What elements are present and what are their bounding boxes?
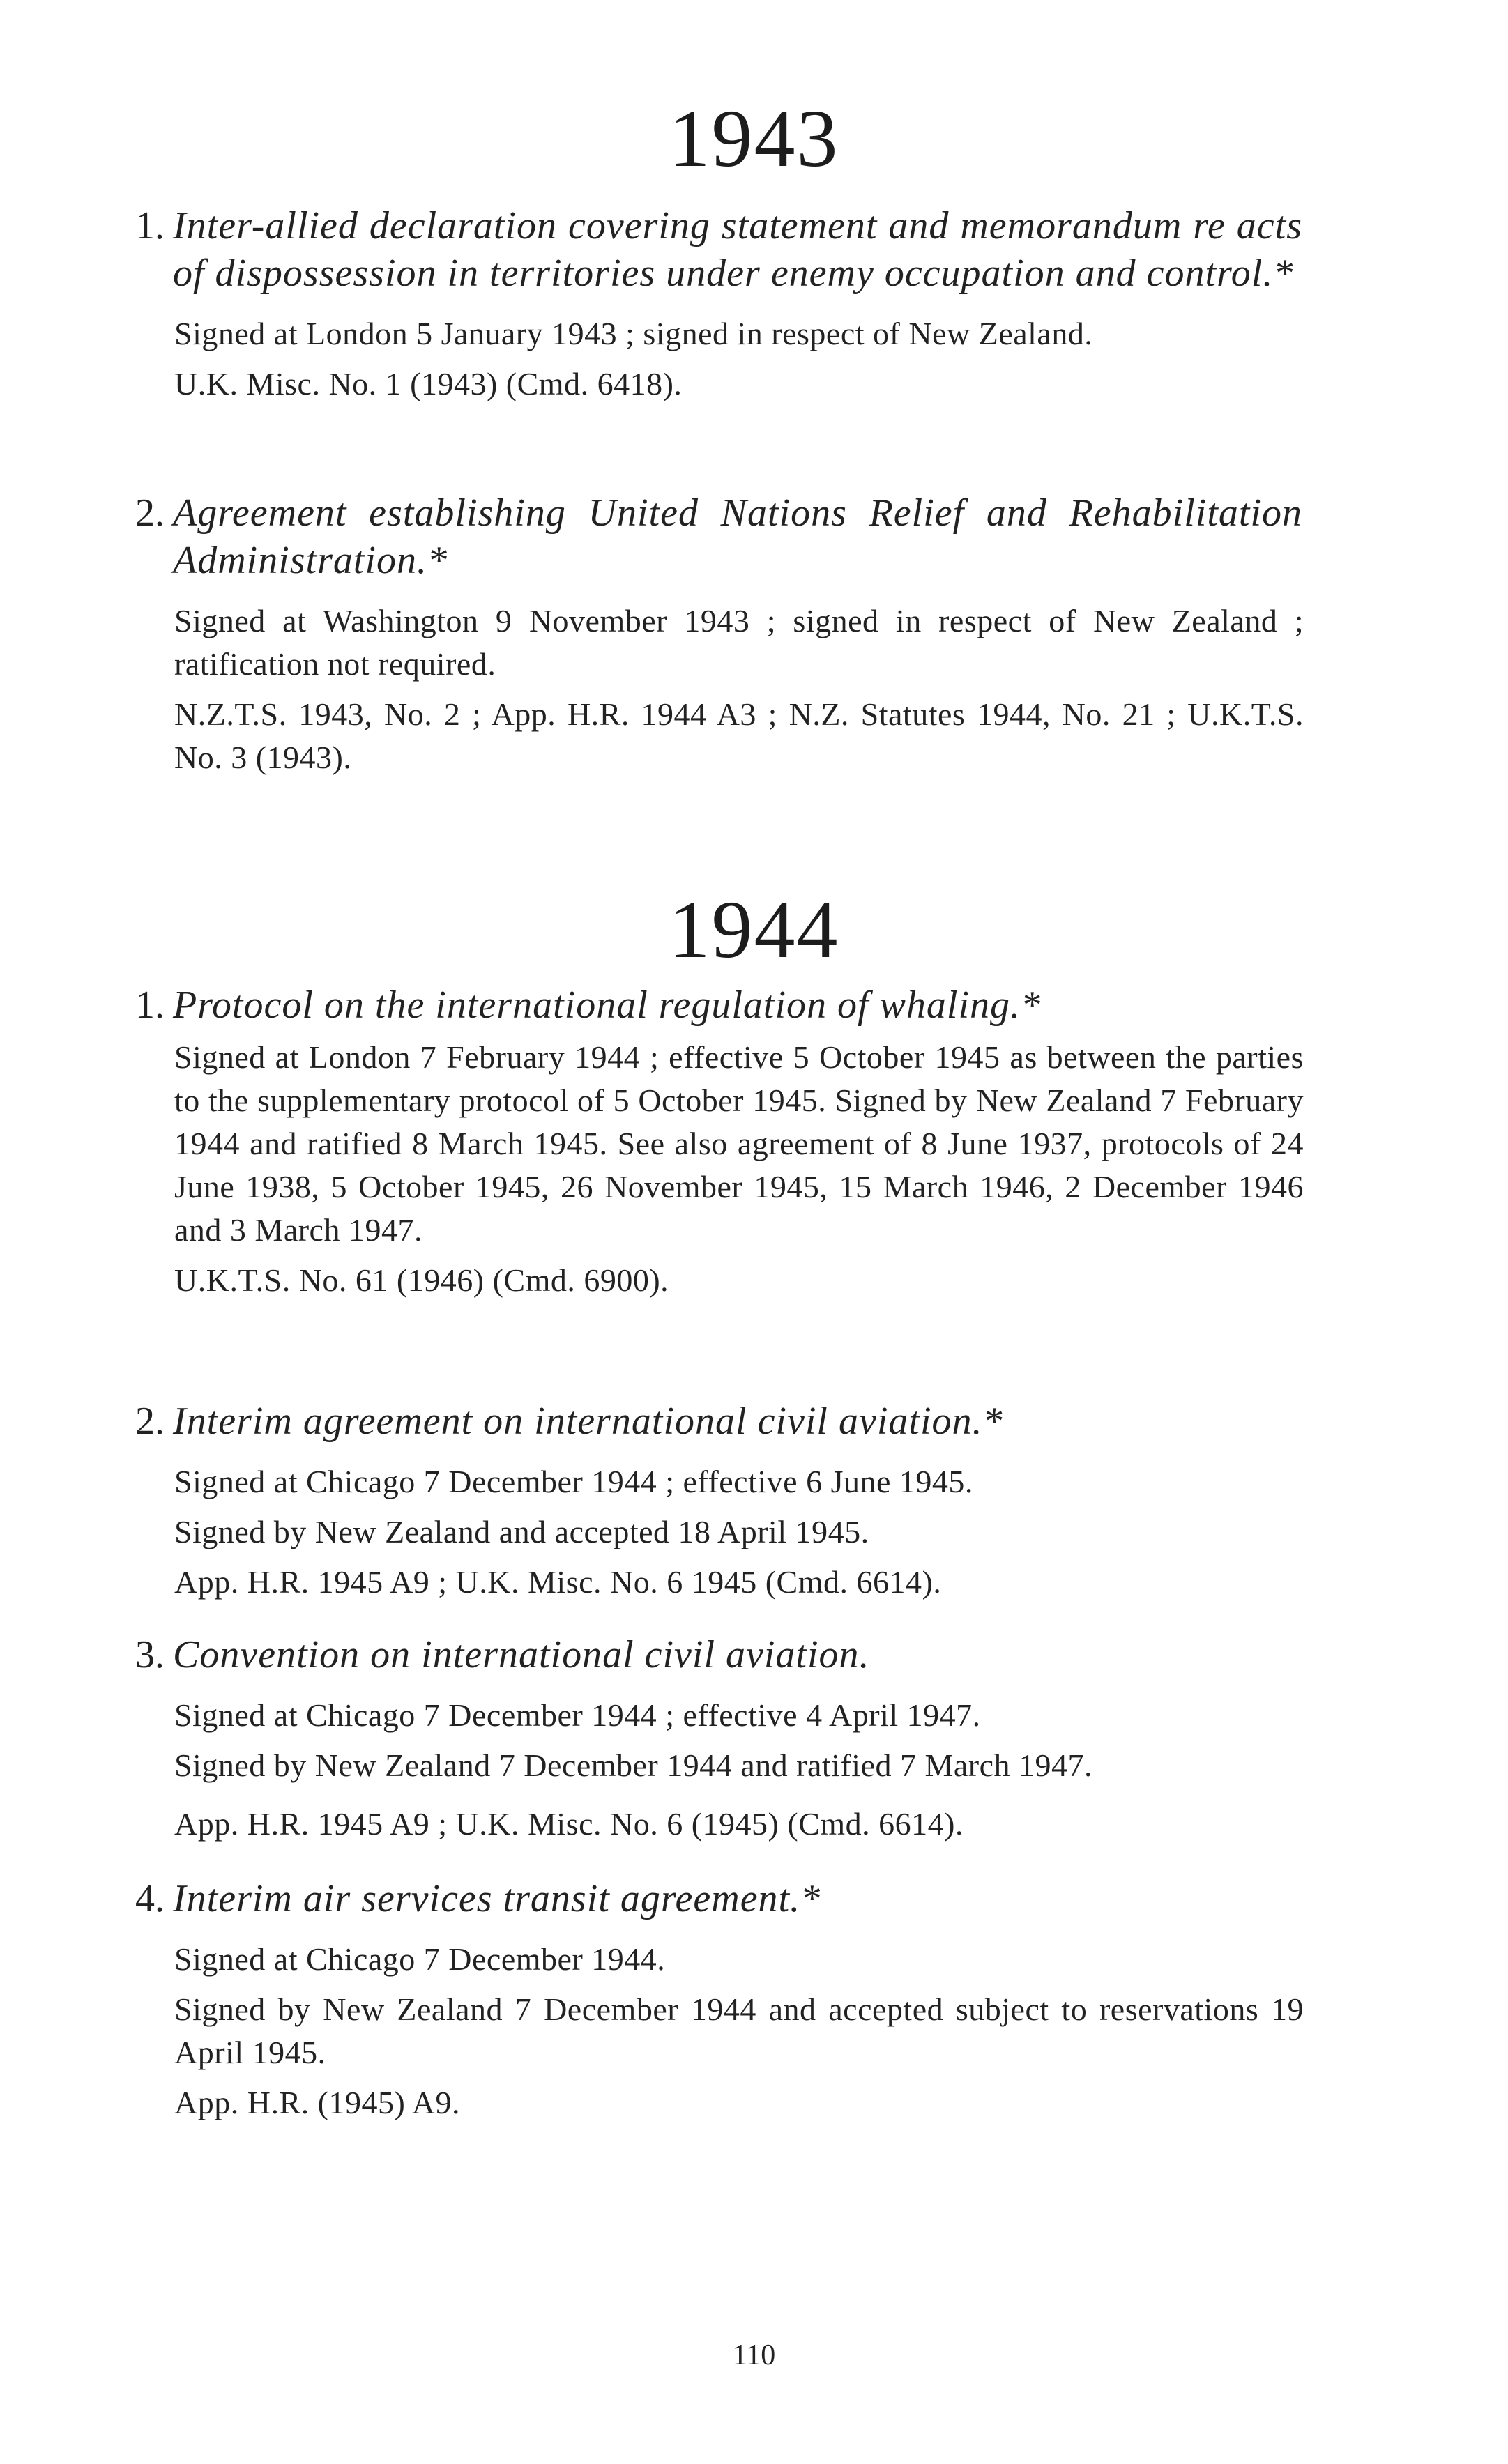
entry-heading: [119, 202, 1304, 297]
entry-number: 4.: [135, 1877, 165, 1920]
entry-heading: [119, 1398, 1304, 1445]
entry-reference: U.K.T.S. No. 61 (1946) (Cmd. 6900).: [174, 1262, 669, 1298]
entry-number: 1.: [135, 204, 165, 247]
page-number: 110: [732, 2339, 776, 2371]
entry-title: Protocol on the international regulation of whaling.*: [173, 984, 1042, 1027]
entry-title: Inter-allied declaration covering statement and memorandum re acts of dispossession in territories under enemy occupation and control.*: [173, 204, 1302, 295]
entry-title: Interim air services transit agreement.*: [173, 1877, 821, 1920]
year-heading-1943: 1943: [669, 93, 839, 184]
entry-reference: App. H.R. (1945) A9.: [174, 2085, 460, 2120]
treaty-entry: [119, 489, 1304, 779]
entry-acceptance: Signed by New Zealand and accepted 18 April 1945.: [174, 1514, 869, 1549]
entry-ratification: Signed by New Zealand 7 December 1944 and ratified 7 March 1947.: [174, 1747, 1093, 1783]
entry-number: 2.: [135, 491, 165, 535]
entry-signing-details: Signed at Chicago 7 December 1944 ; effective 6 June 1945.: [174, 1464, 973, 1499]
entry-heading: [119, 1631, 1304, 1678]
entry-signing-details: Signed at Chicago 7 December 1944.: [174, 1941, 666, 1977]
entry-heading: [119, 489, 1304, 584]
entry-number: 2.: [135, 1400, 165, 1443]
entry-heading: [119, 981, 1304, 1029]
year-heading-1944: 1944: [669, 884, 839, 975]
treaty-entry: [119, 1875, 1304, 2125]
treaty-entry: [119, 1398, 1304, 1604]
treaty-entry: [119, 1631, 1304, 1846]
entry-signing-details: Signed at Chicago 7 December 1944 ; effective 4 April 1947.: [174, 1697, 981, 1733]
entry-number: 1.: [135, 984, 165, 1027]
entry-title: Convention on international civil aviation.: [173, 1633, 870, 1676]
entry-heading: [119, 1875, 1304, 1922]
treaty-entry: [119, 981, 1304, 1302]
entry-signing-details: Signed at London 5 January 1943 ; signed in respect of New Zealand.: [174, 316, 1093, 351]
entry-acceptance: Signed by New Zealand 7 December 1944 and accepted subject to reservations 19 April 1945.: [174, 1991, 1304, 2070]
entry-signing-details: Signed at Washington 9 November 1943 ; signed in respect of New Zealand ; ratification not required.: [174, 603, 1304, 682]
treaty-entry: [119, 202, 1304, 406]
entry-reference: N.Z.T.S. 1943, No. 2 ; App. H.R. 1944 A3 ; N.Z. Statutes 1944, No. 21 ; U.K.T.S. No. 3 (1943).: [174, 696, 1304, 775]
entry-title: Interim agreement on international civil aviation.*: [173, 1400, 1003, 1443]
entry-title: Agreement establishing United Nations Relief and Rehabilitation Administration.*: [173, 491, 1302, 582]
entry-reference: U.K. Misc. No. 1 (1943) (Cmd. 6418).: [174, 366, 683, 401]
entry-reference: App. H.R. 1945 A9 ; U.K. Misc. No. 6 (1945) (Cmd. 6614).: [174, 1806, 964, 1842]
entry-reference: App. H.R. 1945 A9 ; U.K. Misc. No. 6 1945 (Cmd. 6614).: [174, 1564, 942, 1600]
entry-signing-details: Signed at London 7 February 1944 ; effective 5 October 1945 as between the parties to the supplementary protocol of 5 October 1945. Signed by New Zealand 7 February 1944 and ratified 8 March 1945. See also agreement of 8 June 1937, protocols of 24 June 1938, 5 October 1945, 26 November 1945, 15 March 1946, 2 December 1946 and 3 March 1947.: [174, 1039, 1304, 1248]
entry-number: 3.: [135, 1633, 165, 1676]
